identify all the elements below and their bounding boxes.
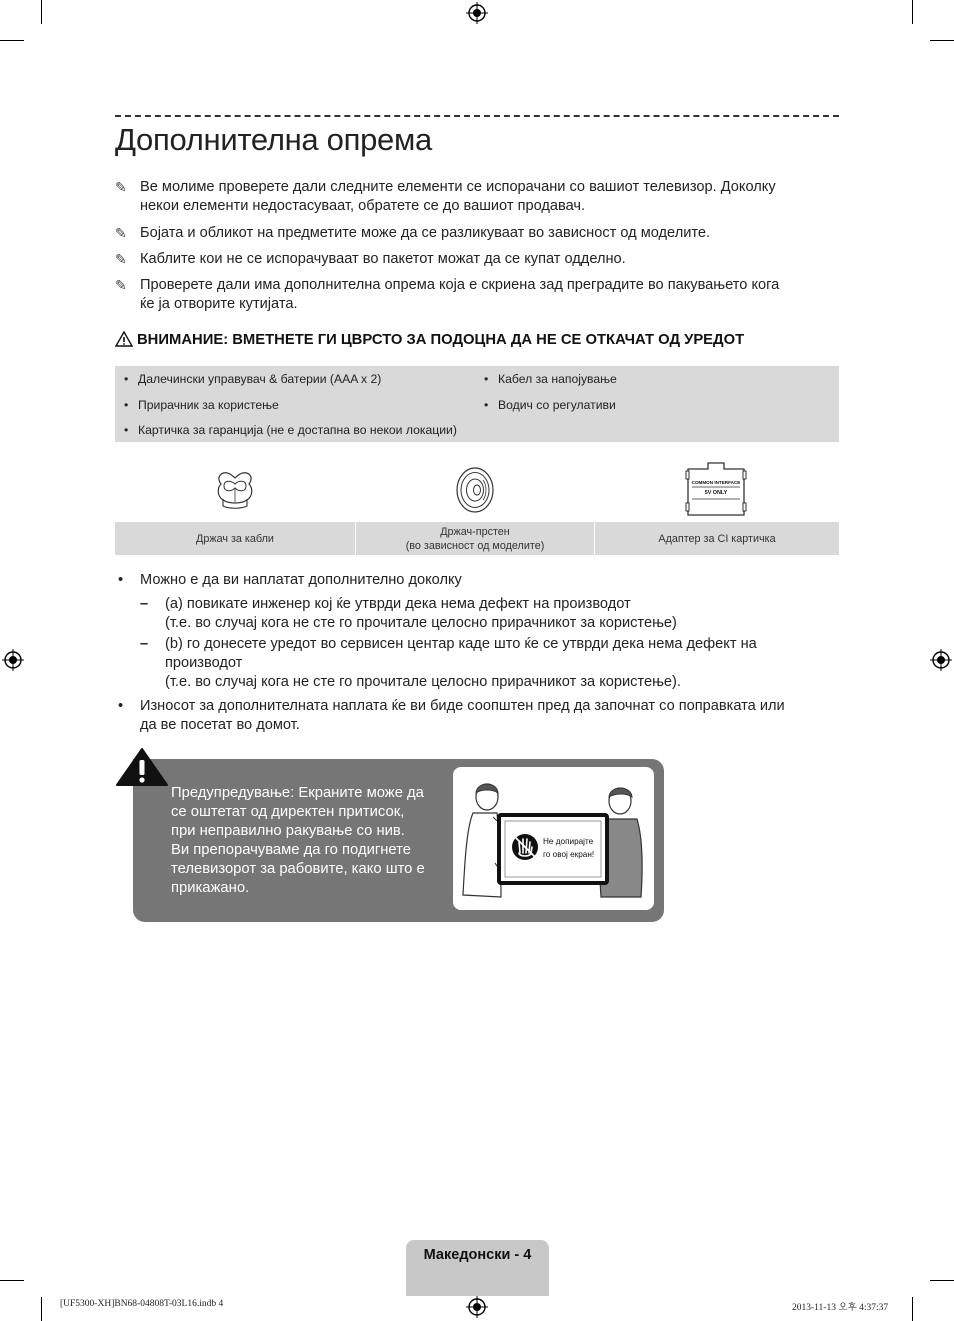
- dash-icon: –: [140, 596, 149, 612]
- note-item: [115, 276, 839, 314]
- pencil-note-icon: ✎: [115, 179, 127, 195]
- accessory-image: [595, 456, 835, 522]
- pencil-note-icon: ✎: [115, 251, 127, 267]
- warning-triangle-icon: [114, 747, 170, 787]
- pencil-note-icon: ✎: [115, 225, 127, 241]
- warning-text: Предупредување: Екраните може да се оштетат од директен притисок, при неправилно ракување со нив. Ви препорачуваме да го подигнете телевизорот за рабовите, како што е прикажано.: [171, 785, 425, 896]
- ci-card-label: COMMON INTERFACE: [691, 480, 741, 485]
- crop-mark: [0, 1280, 24, 1281]
- pencil-note-icon: ✎: [115, 277, 127, 293]
- screen-warning-text: го овој екран!: [543, 850, 595, 859]
- note-text: Проверете дали има дополнителна опрема која е скриена зад преградите во пакувањето кога ќе ја отворите кутијата.: [140, 277, 780, 312]
- accessory-image: [115, 456, 355, 522]
- crop-mark: [912, 1297, 913, 1321]
- list-item: • Износот за дополнителната наплата ќе ви биде соопштен пред да започнат со поправката или да ве посетат во домот.: [118, 698, 785, 733]
- caution-heading: [115, 331, 744, 348]
- list-item: • Картичка за гаранција (не е достапна во некои локации): [124, 423, 457, 437]
- registration-mark-icon: [930, 649, 952, 671]
- ci-card-label: 5V ONLY: [704, 490, 728, 496]
- note-text: Ве молиме проверете дали следните елементи се испорачани со вашиот телевизор. Доколку некои елементи недостасуваат, обратете се до вашиот продавач.: [140, 179, 776, 214]
- crop-mark: [41, 0, 42, 24]
- list-item: – (b) го донесете уредот во сервисен центар каде што ќе се утврди дека нема дефект на производот (т.е. во случај кога не сте го прочитале целосно прирачникот за користење).: [140, 636, 757, 690]
- note-item: [115, 178, 839, 216]
- holder-ring-icon: [453, 465, 497, 515]
- list-item: • Водич со регулативи: [484, 398, 616, 412]
- caution-text: ВНИМАНИЕ: ВМЕТНЕТЕ ГИ ЦВРСТО ЗА ПОДОЦНА ДА НЕ СЕ ОТКАЧАТ ОД УРЕДОТ: [137, 332, 745, 348]
- note-item: [115, 224, 839, 243]
- list-item: – (a) повикате инженер кој ќе утврди дека нема дефект на производот (т.е. во случај кога не сте го прочитале целосно прирачникот за користење): [140, 596, 677, 631]
- print-slug-right: 2013-11-13 오후 4:37:37: [792, 1303, 889, 1313]
- accessory-label-row: [115, 522, 839, 555]
- bullet-icon: •: [118, 572, 124, 588]
- note-item: [115, 250, 839, 269]
- page-number-label: Македонски - 4: [423, 1247, 532, 1263]
- list-item: • Кабел за напојување: [484, 372, 617, 386]
- page-title: Дополнителна опрема: [115, 122, 432, 157]
- list-item: • Прирачник за користење: [124, 398, 279, 412]
- screen-warning-text: Не допирајте: [543, 837, 594, 846]
- title-divider: [115, 115, 839, 117]
- registration-mark-icon: [2, 649, 24, 671]
- cable-holder-icon: [213, 468, 257, 510]
- registration-mark-icon: [466, 1296, 488, 1318]
- accessory-image: [355, 456, 595, 522]
- tv-handling-illustration: [453, 767, 654, 910]
- note-text: Каблите кои не се испорачуваат во пакетот можат да се купат одделно.: [140, 251, 626, 267]
- crop-mark: [912, 0, 913, 24]
- accessory-label: Држач за кабли: [196, 532, 274, 545]
- list-item: • Можно е да ви наплатат дополнително доколку: [118, 572, 462, 588]
- dash-icon: –: [140, 636, 149, 652]
- crop-mark: [930, 1280, 954, 1281]
- ci-card-adapter-icon: [684, 459, 748, 519]
- crop-mark: [0, 40, 24, 41]
- note-text: Бојата и обликот на предметите може да се разликуваат во зависност од моделите.: [140, 225, 711, 241]
- print-slug-left: [UF5300-XH]BN68-04808T-03L16.indb 4: [60, 1299, 224, 1309]
- crop-mark: [41, 1297, 42, 1321]
- bullet-icon: •: [118, 698, 124, 714]
- registration-mark-icon: [466, 2, 488, 24]
- caution-triangle-icon: [115, 331, 133, 347]
- crop-mark: [930, 40, 954, 41]
- list-item: • Далечински управувач & батерии (AAA x 2): [124, 372, 382, 386]
- accessory-label: Адаптер за CI картичка: [658, 532, 776, 545]
- accessory-label: Држач-прстен (во зависност од моделите): [405, 525, 545, 552]
